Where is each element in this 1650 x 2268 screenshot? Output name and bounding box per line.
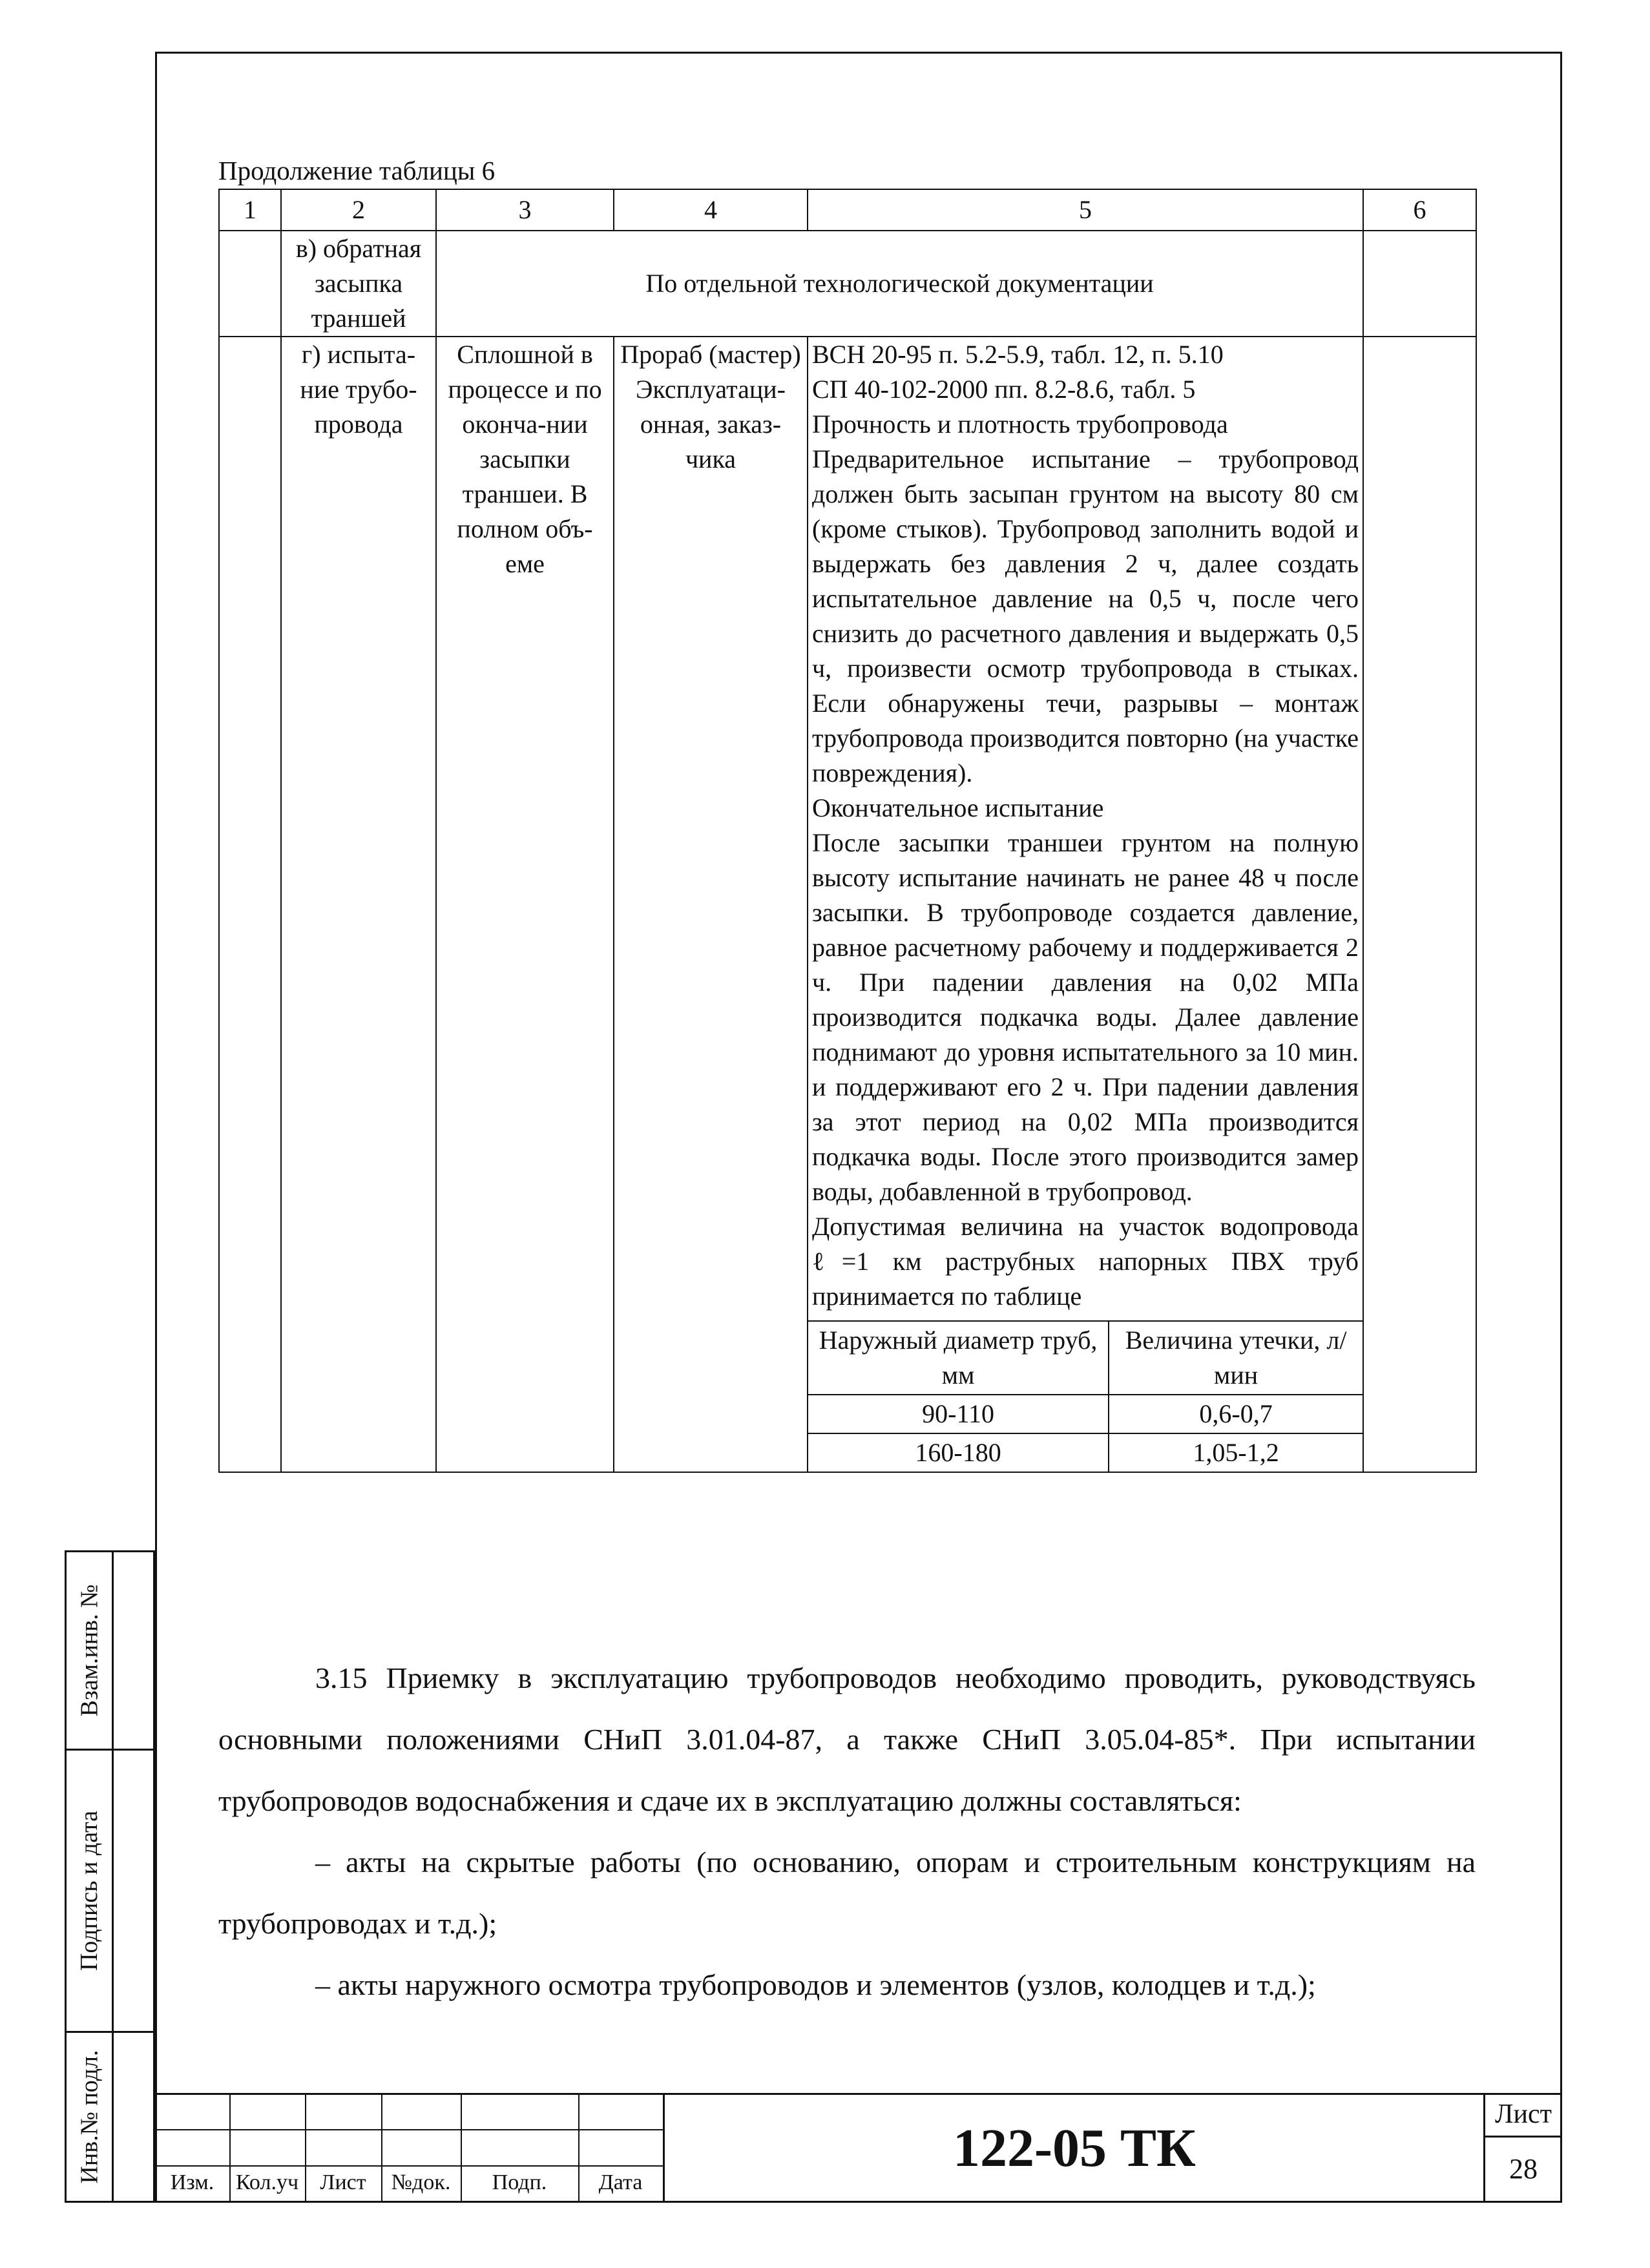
stage-name-cell: в) обратная засыпка траншей [281,231,436,337]
table-cell [219,231,281,337]
title-col-label: Лист [320,2170,366,2194]
stamp-vzam-inv [65,1550,155,1751]
responsible-cell: Прораб (мастер) Эксплуатаци-онная, заказ-чика [614,337,808,1472]
header-cell: 4 [614,189,808,231]
sheet-label: Лист [1485,2093,1562,2138]
norm-reference: ВСН 20-95 п. 5.2-5.9, табл. 12, п. 5.10 [812,340,1224,369]
leak-header-cell: Величина утечки, л/мин [1109,1321,1363,1395]
header-cell: 1 [219,189,281,231]
title-col-label: Кол.уч [235,2170,299,2194]
leak-cell: 0,6-0,7 [1109,1395,1363,1433]
title-col-label: №док. [391,2170,451,2194]
side-label: Взам.инв. № [76,1584,103,1717]
paragraph-3-15: 3.15 Приемку в эксплуатацию трубопроводов необходимо проводить, руководствуясь основными положениями СНиП 3.01.04-87, а также СНиП 3.05.04-85*. При испытании трубопроводов водоснабжения и сдаче их в эксплуатацию должны составляться: [218,1661,1476,1817]
list-item: – акты на скрытые работы (по основанию, опорам и строительным конструкциям на трубопроводах и т.д.); [218,1846,1476,1940]
table-cell [1363,337,1476,1472]
header-cell: 2 [281,189,436,231]
stamp-signature-date [65,1749,155,2033]
requirement-text: Предварительное испытание – трубопровод должен быть засыпан грунтом на высоту 80 см (кроме стыков). Трубопровод заполнить водой и выдержать без давления 2 ч, далее создать испытательное давление на 0,5 ч, после чего снизить до расчетного давления и выдержать 0,5 ч, произвести осмотр трубопровода в стыках. Если обнаружены течи, разрывы – монтаж трубопровода производится повторно (на участке повреждения). [812,444,1359,787]
requirements-cell [808,337,1363,1472]
section-heading: Окончательное испытание [812,793,1104,822]
side-label: Подпись и дата [76,1810,103,1971]
merged-note-cell: По отдельной технологической документации [436,231,1363,337]
leak-header-cell: Наружный диаметр труб, мм [808,1321,1109,1395]
requirement-text: После засыпки траншеи грунтом на полную высоту испытание начинать не ранее 48 ч после засыпки. В трубопроводе создается давление, равное расчетному рабочему и поддерживается 2 ч. При падении давления на 0,02 МПа производится подкачка воды. Далее давление поднимают до уровня испытательного за 10 мин. и поддерживают его 2 ч. При падении давления за этот период на 0,02 МПа производится подкачка воды. После этого производится замер воды, добавленной в трубопровод. [812,828,1359,1206]
table-6-continuation [218,189,1477,1473]
leak-row [808,1433,1363,1472]
side-label: Инв.№ подл. [76,2050,103,2184]
sheet-number: 28 [1509,2153,1538,2185]
table-cell [219,337,281,1472]
leak-table [808,1320,1363,1472]
stamp-inv-podl [65,2031,155,2203]
norm-reference: СП 40-102-2000 пп. 8.2-8.6, табл. 5 [812,375,1196,404]
stage-name-cell: г) испыта-ние трубо-провода [281,337,436,1472]
header-cell: 5 [808,189,1363,231]
leak-cell: 160-180 [808,1433,1109,1472]
requirement-text: Допустимая величина на участок водопровода ℓ=1 км раструбных напорных ПВХ труб принимается по таблице [812,1212,1359,1311]
header-cell: 3 [436,189,614,231]
section-heading: Прочность и плотность трубопровода [812,410,1228,439]
leak-cell: 90-110 [808,1395,1109,1433]
table-header-row [219,189,1476,231]
document-code: 122-05 ТК [953,2117,1196,2178]
control-scope-cell: Сплошной в процессе и по оконча-нии засыпки траншеи. В полном объ-еме [436,337,614,1472]
table-row-backfill [219,231,1476,337]
table-row-pipe-testing [219,337,1476,1472]
leak-cell: 1,05-1,2 [1109,1433,1363,1472]
header-cell: 6 [1363,189,1476,231]
table-continuation-label: Продолжение таблицы 6 [218,156,496,185]
sheet-number-box [1485,2093,1562,2203]
leak-row [808,1395,1363,1433]
list-item: – акты наружного осмотра трубопроводов и элементов (узлов, колодцев и т.д.); [315,1968,1316,2001]
title-col-label: Подп. [492,2170,547,2194]
title-col-label: Изм. [170,2170,214,2194]
body-paragraph [218,1647,1476,2015]
leak-header-row [808,1321,1363,1395]
table-cell [1363,231,1476,337]
title-col-label: Дата [598,2170,643,2194]
